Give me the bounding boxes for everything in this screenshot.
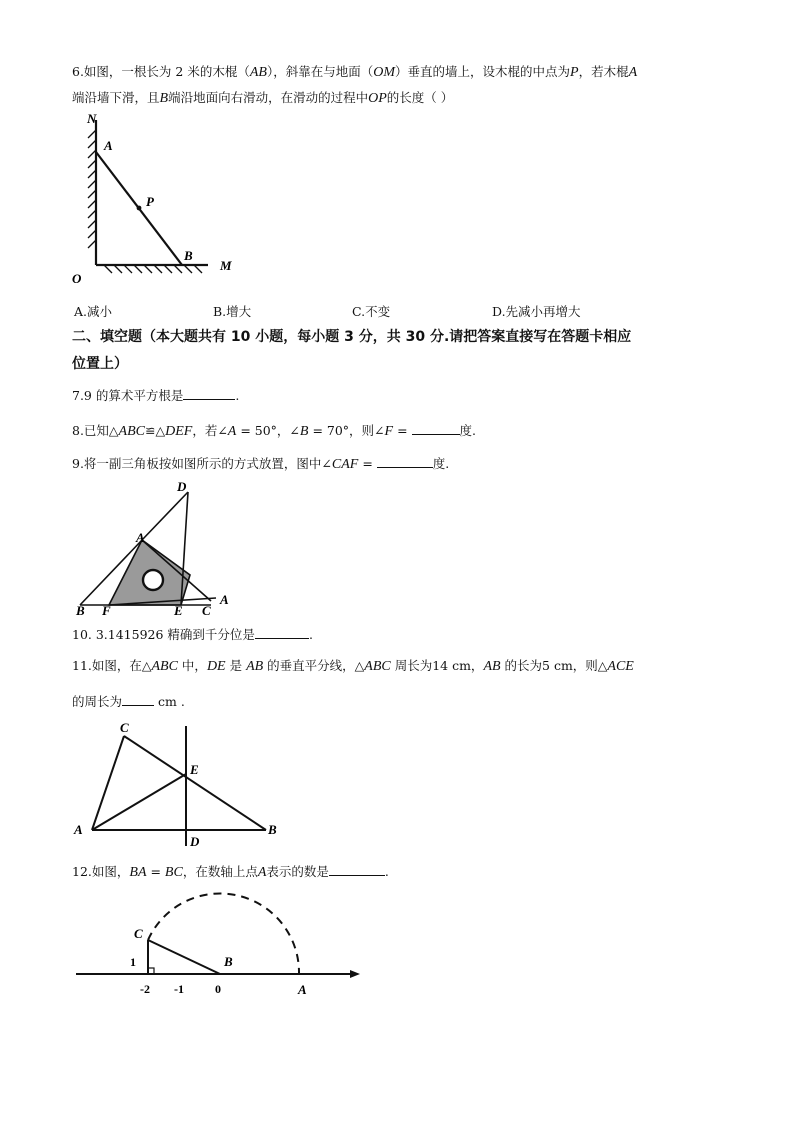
section2-title-line1: 二、填空题（本大题共有 10 小题，每小题 3 分，共 30 分.请把答案直接写在答题卡相应 [72,329,632,345]
svg-text:F: F [102,603,111,618]
svg-text:A: A [298,982,307,997]
svg-text:O: O [72,271,82,286]
svg-text:B: B [224,954,233,969]
q11-line1: 11.如图，在△ABC 中，DE 是 AB 的垂直平分线，△ABC 周长为14 cm，AB 的长为5 cm，则△ACE [72,658,634,674]
svg-text:1: 1 [130,955,136,969]
svg-text:M: M [220,258,232,273]
q10: 10. 3.1415926 精确到千分位是 . [72,627,313,642]
q9: 9.将一副三角板按如图所示的方式放置，图中∠CAF = 度. [72,456,450,472]
q6-line1: 6.如图，一根长为 2 米的木棍（AB），斜靠在与地面（OM）垂直的墙上，设木棍的中点为P，若木棍A [72,64,638,80]
section2-title-line2: 位置上） [72,356,128,372]
svg-text:B: B [268,822,277,837]
q7: 7.9 的算术平方根是 . [72,388,240,403]
q8-blank [412,422,460,435]
svg-text:0: 0 [215,982,221,996]
svg-text:E: E [190,762,199,777]
svg-text:E: E [174,603,183,618]
svg-text:C: C [134,926,143,941]
svg-text:A: A [220,592,229,607]
q11-triangle-figure [68,714,298,854]
q7-blank [183,387,235,400]
svg-text:D: D [177,479,187,494]
svg-text:A: A [104,138,113,153]
q12: 12.如图，BA = BC，在数轴上点A表示的数是 . [72,864,389,880]
q11-blank [122,693,154,706]
svg-text:C: C [120,720,129,735]
q10-blank [255,626,309,639]
q6-ladder-figure [60,108,240,288]
svg-text:-1: -1 [174,982,184,996]
q6-line2: 端沿墙下滑，且B端沿地面向右滑动，在滑动的过程中OP的长度（ ） [72,90,454,106]
q12-number-line-figure [72,892,372,1002]
q6-option-c: C.不变 [352,304,391,319]
q6-option-b: B.增大 [213,304,252,319]
svg-text:A: A [74,822,83,837]
svg-text:B: B [184,248,193,263]
svg-text:-2: -2 [140,982,150,996]
svg-text:D: D [190,834,200,849]
q6-option-d: D.先减小再增大 [492,304,581,319]
q12-blank [329,863,385,876]
svg-text:B: B [76,603,85,618]
q11-line2: 的周长为 cm . [72,694,185,709]
svg-text:N: N [87,111,97,126]
svg-text:A: A [136,530,145,545]
q8: 8.已知△ABC≌△DEF，若∠A = 50°，∠B = 70°，则∠F = 度. [72,423,477,439]
svg-text:P: P [146,194,154,209]
q9-blank [377,455,433,468]
svg-text:C: C [202,603,211,618]
q9-triangle-figure [70,479,250,618]
q6-option-a: A.减小 [74,304,113,319]
